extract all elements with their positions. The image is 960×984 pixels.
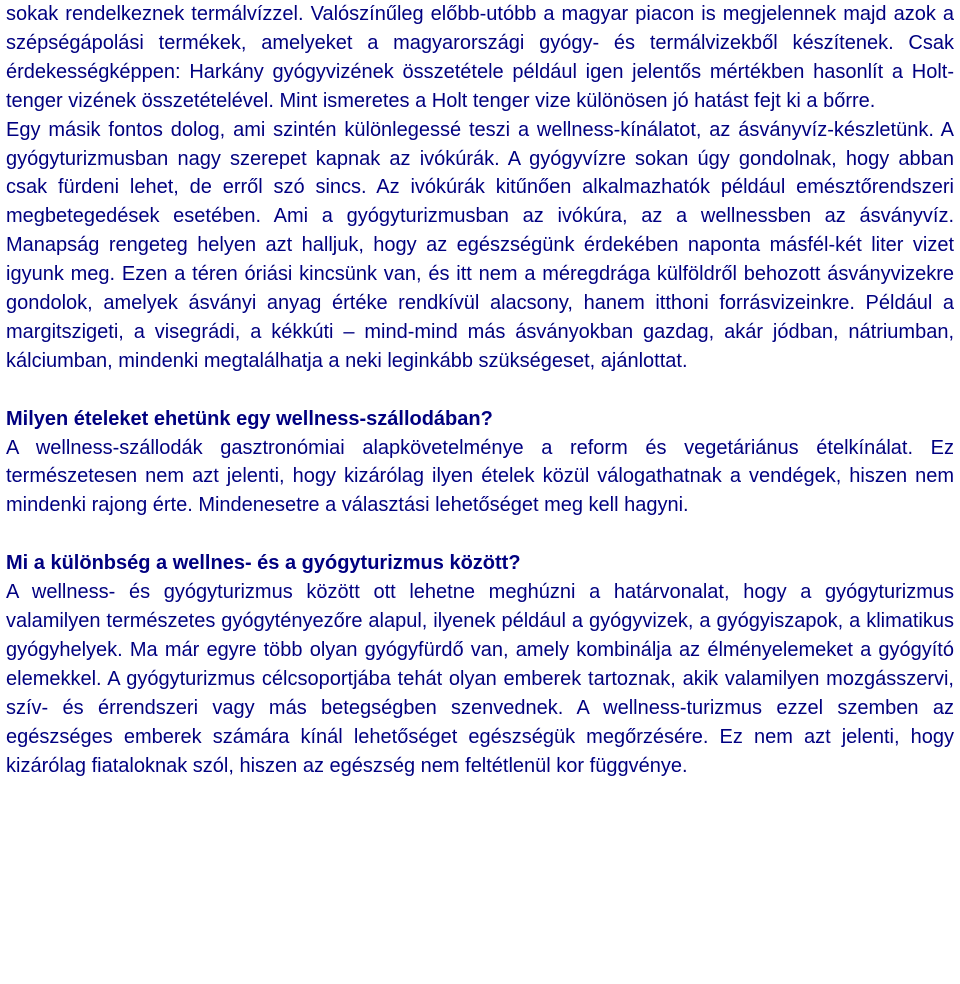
paragraph-gap — [6, 520, 954, 549]
document-page — [6, 0, 954, 780]
paragraph-gap — [6, 376, 954, 405]
paragraph-wellness-food: A wellness-szállodák gasztronómiai alapkövetelménye a reform és vegetáriánus ételkínálat. Ez természetesen nem azt jelenti, hogy kizárólag ilyen ételek közül válogathatnak a vendégek, hiszen nem mindenki rajong érte. Mindenesetre a választási lehetőséget meg kell hagyni. — [6, 436, 954, 517]
heading-wellness-food: Milyen ételeket ehetünk egy wellness-szállodában? — [6, 407, 493, 430]
paragraph-thermal-water: sokak rendelkeznek termálvízzel. Valószínűleg előbb-utóbb a magyar piacon is megjelennek majd azok a szépségápolási termékek, amelyeket a magyarországi gyógy- és termálvizekből készítenek. Csak érdekességképpen: Harkány gyógyvizének összetétele például igen jelentős mértékben hasonlít a Holt-tenger vizének összetételével. Mint ismeretes a Holt tenger vize különösen jó hatást fejt ki a bőrre. — [6, 3, 954, 112]
paragraph-mineral-water: Egy másik fontos dolog, ami szintén különlegessé teszi a wellness-kínálatot, az ásványvíz-készletünk. A gyógyturizmusban nagy szerepet kapnak az ivókúrák. A gyógyvízre sokan úgy gondolnak, hogy abban csak fürdeni lehet, de erről szó sincs. Az ivókúrák kitűnően alkalmazhatók például emésztőrendszeri megbetegedések esetében. Ami a gyógyturizmusban az ivókúra, az a wellnessben az ásványvíz. Manapság rengeteg helyen azt halljuk, hogy az egészségünk érdekében naponta másfél-két liter vizet igyunk meg. Ezen a téren óriási kincsünk van, és itt nem a méregdrága külföldről behozott ásványvizekre gondolok, amelyek ásványi anyag értéke rendkívül alacsony, hanem itthoni forrásvizeinkre. Például a margitszigeti, a visegrádi, a kékkúti – mind-mind más ásványokban gazdag, akár jódban, nátriumban, kálciumban, mindenki megtalálhatja a neki leginkább szükségeset, ajánlottat. — [6, 118, 954, 372]
heading-wellness-vs-health-tourism: Mi a különbség a wellnes- és a gyógyturizmus között? — [6, 552, 521, 575]
paragraph-wellness-vs-health-tourism: A wellness- és gyógyturizmus között ott lehetne meghúzni a határvonalat, hogy a gyógyturizmus valamilyen természetes gyógytényezőre alapul, ilyenek például a gyógyvizek, a gyógyiszapok, a klimatikus gyógyhelyek. Ma már egyre több olyan gyógyfürdő van, amely kombinálja az élményelemeket a gyógyító elemekkel. A gyógyturizmus célcsoportjába tehát olyan emberek tartoznak, akik valamilyen mozgásszervi, szív- és érrendszeri vagy más betegségben szenvednek. A wellness-turizmus ezzel szemben az egészséges emberek számára kínál lehetőséget egészségük megőrzésére. Ez nem azt jelenti, hogy kizárólag fiataloknak szól, hiszen az egészség nem feltétlenül kor függvénye. — [6, 581, 954, 777]
